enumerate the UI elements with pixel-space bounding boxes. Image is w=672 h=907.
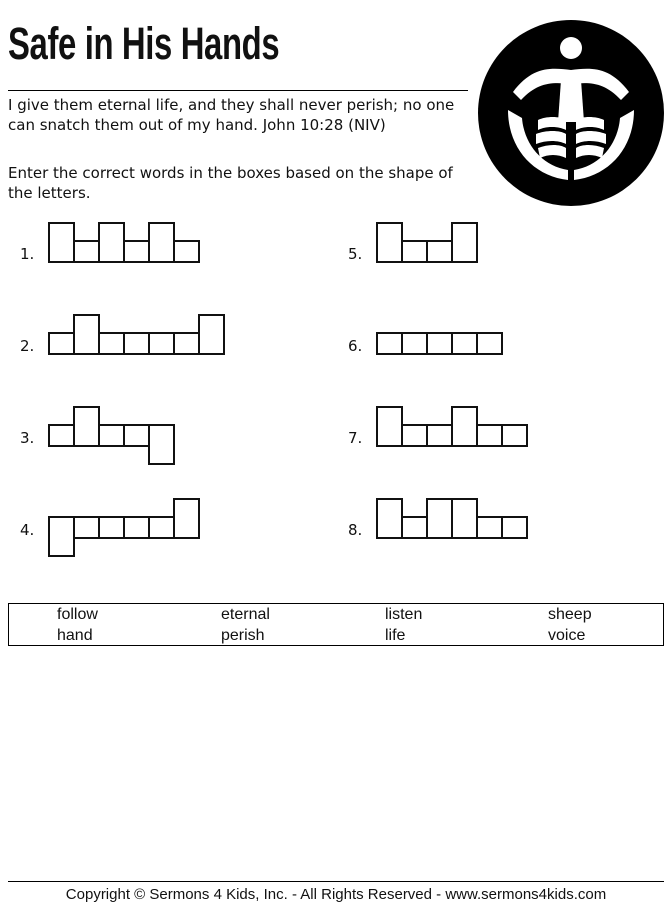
- letter-box[interactable]: [98, 516, 125, 539]
- letter-box[interactable]: [501, 424, 528, 447]
- letter-box[interactable]: [451, 406, 478, 447]
- word-bank-item: hand: [57, 627, 93, 644]
- letter-box[interactable]: [401, 516, 428, 539]
- letter-box[interactable]: [48, 332, 75, 355]
- letter-box[interactable]: [451, 332, 478, 355]
- title-divider: [8, 90, 468, 91]
- word-bank-item: follow: [57, 606, 98, 623]
- letter-box[interactable]: [376, 498, 403, 539]
- letter-box[interactable]: [451, 222, 478, 263]
- word-bank-item: sheep: [548, 606, 592, 623]
- letter-box[interactable]: [501, 516, 528, 539]
- letter-box[interactable]: [426, 240, 453, 263]
- letter-box[interactable]: [173, 240, 200, 263]
- puzzle-number: 2.: [20, 337, 35, 355]
- puzzle-number: 6.: [348, 337, 363, 355]
- letter-box[interactable]: [73, 240, 100, 263]
- letter-box[interactable]: [148, 332, 175, 355]
- letter-box[interactable]: [48, 516, 75, 557]
- letter-box[interactable]: [73, 516, 100, 539]
- letter-box[interactable]: [98, 222, 125, 263]
- letter-box[interactable]: [123, 332, 150, 355]
- letter-box[interactable]: [148, 222, 175, 263]
- letter-box[interactable]: [376, 406, 403, 447]
- letter-box[interactable]: [98, 332, 125, 355]
- letter-box[interactable]: [98, 424, 125, 447]
- puzzle-number: 4.: [20, 521, 35, 539]
- puzzle-number: 7.: [348, 429, 363, 447]
- puzzle-number: 8.: [348, 521, 363, 539]
- puzzle-number: 1.: [20, 245, 35, 263]
- letter-box[interactable]: [73, 314, 100, 355]
- word-bank-item: voice: [548, 627, 586, 644]
- letter-box[interactable]: [173, 498, 200, 539]
- bible-verse: I give them eternal life, and they shall never perish; no one can snatch them out of my hand. John 10:28 (NIV): [8, 96, 455, 134]
- letter-box[interactable]: [426, 424, 453, 447]
- letter-box[interactable]: [376, 222, 403, 263]
- puzzle-number: 5.: [348, 245, 363, 263]
- copyright-footer: Copyright © Sermons 4 Kids, Inc. - All Rights Reserved - www.sermons4kids.com: [65, 886, 607, 903]
- letter-box[interactable]: [48, 222, 75, 263]
- letter-box[interactable]: [401, 424, 428, 447]
- letter-box[interactable]: [426, 498, 453, 539]
- letter-box[interactable]: [426, 332, 453, 355]
- letter-box[interactable]: [148, 424, 175, 465]
- word-bank-item: life: [385, 627, 406, 644]
- letter-box[interactable]: [476, 424, 503, 447]
- letter-box[interactable]: [148, 516, 175, 539]
- letter-box[interactable]: [476, 332, 503, 355]
- footer-divider: [8, 881, 664, 882]
- letter-box[interactable]: [123, 424, 150, 447]
- letter-box[interactable]: [451, 498, 478, 539]
- letter-box[interactable]: [198, 314, 225, 355]
- word-bank-item: perish: [221, 627, 265, 644]
- hands-holding-child-icon: [478, 20, 664, 206]
- letter-box[interactable]: [401, 240, 428, 263]
- letter-box[interactable]: [48, 424, 75, 447]
- letter-box[interactable]: [476, 516, 503, 539]
- letter-box[interactable]: [401, 332, 428, 355]
- word-bank: [8, 603, 664, 646]
- instructions: Enter the correct words in the boxes based on the shape of the letters.: [8, 164, 453, 202]
- page-title: Safe in His Hands: [8, 18, 280, 69]
- word-bank-item: listen: [385, 606, 423, 623]
- letter-box[interactable]: [173, 332, 200, 355]
- letter-box[interactable]: [376, 332, 403, 355]
- word-bank-item: eternal: [221, 606, 270, 623]
- letter-box[interactable]: [123, 240, 150, 263]
- puzzle-number: 3.: [20, 429, 35, 447]
- letter-box[interactable]: [73, 406, 100, 447]
- letter-box[interactable]: [123, 516, 150, 539]
